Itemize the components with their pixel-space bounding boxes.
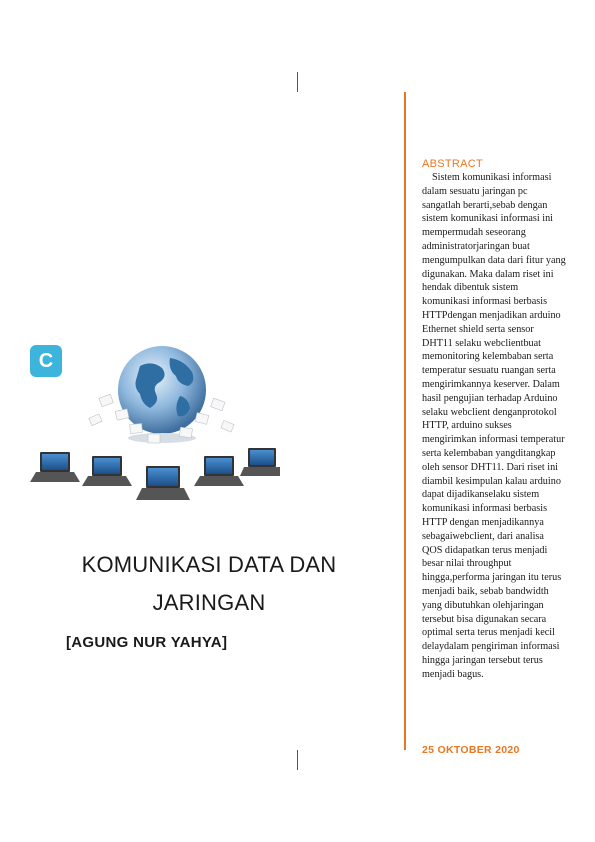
title-line-2: JARINGAN bbox=[152, 590, 266, 615]
document-title bbox=[64, 546, 354, 622]
crop-mark-bottom bbox=[297, 750, 298, 770]
author-name: [AGUNG NUR YAHYA] bbox=[66, 634, 228, 651]
publication-date: 25 OKTOBER 2020 bbox=[422, 744, 520, 756]
globe-network-laptops-image bbox=[30, 338, 280, 530]
crop-mark-top bbox=[297, 72, 298, 92]
badge-letter: C bbox=[38, 349, 54, 372]
app-badge-icon bbox=[30, 345, 62, 377]
abstract-heading: ABSTRACT bbox=[422, 158, 484, 170]
title-line-1: KOMUNIKASI DATA DAN bbox=[81, 552, 337, 577]
abstract-body: Sistem komunikasi informasi dalam sesuatu jaringan pc sangatlah berarti,sebab dengan sistem komunikasi informasi ini mempermudah seseorang administratorjaringan buat mengumpulkan data dari fitur yang digunakan. Maka dalam riset ini hendak dibentuk sistem komunikasi informasi berbasis HTTPdengan menjadikan arduino Ethernet shield serta sensor DHT11 selaku webclientbuat memonitoring kelembaban serta temperatur sesuatu ruangan serta mengirimkannya keserver. Dalam hasil pengujian terhadap Arduino selaku webclient denganprotokol HTTP, arduino sukses mengirimkan informasi temperatur serta kelembaban yangditangkap oleh sensor DHT11. Dari riset ini diambil kesimpulan kalau arduino dapat dijadikanselaku sistem komunikasi informasi berbasis HTTP dengan menjadikannya sebagaiwebclient, dari analisa QOS didapatkan terus menjadi besar nilai throughput hingga,performa jaringan itu terus menjadi baik, sebab bandwidth yang dibutuhkan olehjaringan tersebut bisa digunakan secara optimal serta terus menjadi kecil delaydalam pengiriman informasi hingga jaringan tersebut terus menjadi bagus. bbox=[422, 172, 566, 680]
sidebar-divider bbox=[404, 92, 406, 750]
